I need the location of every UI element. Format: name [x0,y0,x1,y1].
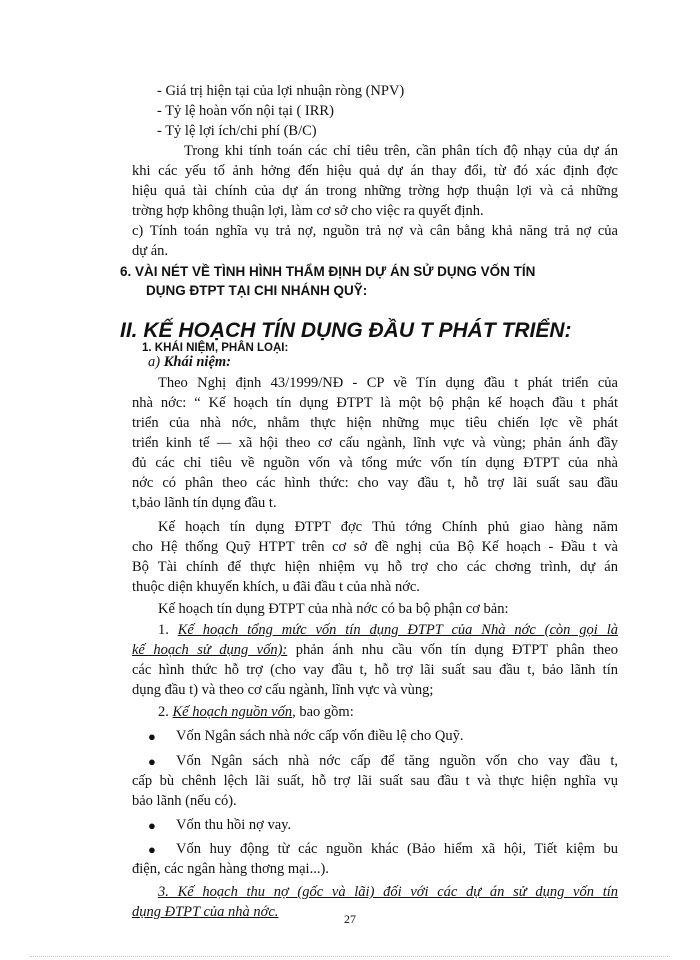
paragraph-line: Kế hoạch tín dụng ĐTPT đợc Thủ tớng Chính phủ giao hàng năm [158,519,618,535]
numbered-item-1 [158,621,618,640]
paragraph-line: t,bảo lãnh tín dụng đầu t. [132,495,277,511]
numbered-item-3-cont: dụng ĐTPT của nhà nớc. [132,904,279,920]
bullet-icon: ● [148,818,156,833]
paragraph-line: cho Hệ thống Quỹ HTPT trên cơ sở đề nghị của Bộ Kế hoạch - Đầu t và [132,539,618,555]
sub-heading-a-title: Khái niệm: [163,354,231,370]
section-heading-6: 6. VÀI NÉT VỀ TÌNH HÌNH THẨM ĐỊNH DỰ ÁN SỬ DỤNG VỐN TÍN [120,264,536,279]
paragraph-line: triển kinh tế — xã hội theo cơ cấu ngành, lĩnh vực và vùng; phản ánh đầy [132,435,618,451]
numbered-item-1-cont [132,641,618,660]
list-item-npv: - Giá trị hiện tại của lợi nhuận ròng (NPV) [157,83,405,99]
bullet-item: Vốn thu hồi nợ vay. [176,817,292,833]
numbered-item-1-title: Kế hoạch tổng mức vốn tín dụng ĐTPT của Nhà nớc (còn gọi là [177,622,618,638]
numbered-item-2 [158,703,354,722]
numbered-item-1-title-cont: kế hoạch sử dụng vốn): [132,642,288,658]
paragraph-line: Kế hoạch tín dụng ĐTPT của nhà nớc có ba bộ phận cơ bản: [158,601,509,617]
bullet-icon: ● [148,754,156,769]
bullet-item-cont: bảo lãnh (nếu có). [132,793,237,809]
list-item-irr: - Tỷ lệ hoàn vốn nội tại ( IRR) [157,103,334,119]
paragraph-line: trờng hợp không thuận lợi, làm cơ sở cho việc ra quyết định. [132,203,484,219]
bullet-item-cont: cấp bù chênh lệch lãi suất, hỗ trợ lãi suất sau đầu t và thực hiện nghĩa vụ [132,773,618,789]
paragraph-line: khi các yếu tố ảnh hởng đến hiệu quả dự án thay đổi, từ đó xác định đợc [132,163,618,179]
section-heading-6-cont: DỤNG ĐTPT TẠI CHI NHÁNH QUỸ: [146,283,368,298]
page-bottom-rule [30,956,670,957]
paragraph-line: dự án. [132,243,169,259]
paragraph-line: thuộc diện khuyến khích, u đãi đầu t của nhà nớc. [132,579,420,595]
bullet-item: Vốn huy động từ các nguồn khác (Bảo hiểm xã hội, Tiết kiệm bu [176,841,618,857]
numbered-item-2-num: 2. [158,704,173,720]
paragraph-line: c) Tính toán nghĩa vụ trả nợ, nguồn trả nợ và cân bằng khả năng trả nợ của [132,223,618,239]
sub-heading-a [148,353,231,372]
paragraph-line: triển của nhà nớc, nhằm thực hiện những mục tiêu chiến lợc về phát [132,415,618,431]
page-number: 27 [344,912,356,926]
bullet-item: Vốn Ngân sách nhà nớc cấp vốn điều lệ cho Quỹ. [176,728,464,744]
sub-heading-a-prefix: a) [148,354,164,370]
paragraph-line: Bộ Tài chính để thực hiện nhiệm vụ hỗ trợ cho các chơng trình, dự án [132,559,618,575]
bullet-item-cont: điện, các ngân hàng thơng mại...). [132,861,329,877]
numbered-item-3: 3. Kế hoạch thu nợ (gốc và lãi) đối với các dự án sử dụng vốn tín [158,884,618,900]
paragraph-line: đủ các chỉ tiêu về nguồn vốn và tổng mức vốn tín dụng ĐTPT của nhà [132,455,618,471]
paragraph-line: nhà nớc: “ Kế hoạch tín dụng ĐTPT là một bộ phận kế hoạch đầu t phát [132,395,618,411]
paragraph-line: Trong khi tính toán các chỉ tiêu trên, cần phân tích độ nhạy của dự án [184,143,618,159]
chapter-heading: II. KẾ HOẠCH TÍN DỤNG ĐẦU T PHÁT TRIỂN: [120,319,572,342]
numbered-item-1-num: 1. [158,622,178,638]
paragraph-line: hiệu quả tài chính của dự án trong những trờng hợp thuận lợi và cả những [132,183,618,199]
subsection-heading: 1. KHÁI NIỆM, PHÂN LOẠI: [142,342,289,354]
bullet-icon: ● [148,842,156,857]
numbered-item-2-text: , bao gồm: [292,704,354,720]
paragraph-line: dụng đầu t) và theo cơ cấu ngành, lĩnh vực và vùng; [132,682,434,698]
numbered-item-2-title: Kế hoạch nguồn vốn [172,704,293,720]
bullet-item: Vốn Ngân sách nhà nớc cấp để tăng nguồn vốn cho vay đầu t, [176,753,618,769]
paragraph-line: các hình thức hỗ trợ (cho vay đầu t, hỗ trợ lãi suất sau đầu t, bảo lãnh tín [132,662,618,678]
list-item-bc: - Tỷ lệ lợi ích/chi phí (B/C) [157,123,317,139]
paragraph-line: Theo Nghị định 43/1999/NĐ - CP về Tín dụng đầu t phát triển của [158,375,618,391]
paragraph-line: nớc có phân theo các hình thức: cho vay đầu t, hỗ trợ lãi suất sau đầu [132,475,618,491]
bullet-icon: ● [148,729,156,744]
numbered-item-1-text: phản ánh nhu cầu vốn tín dụng ĐTPT phân theo [287,642,618,658]
